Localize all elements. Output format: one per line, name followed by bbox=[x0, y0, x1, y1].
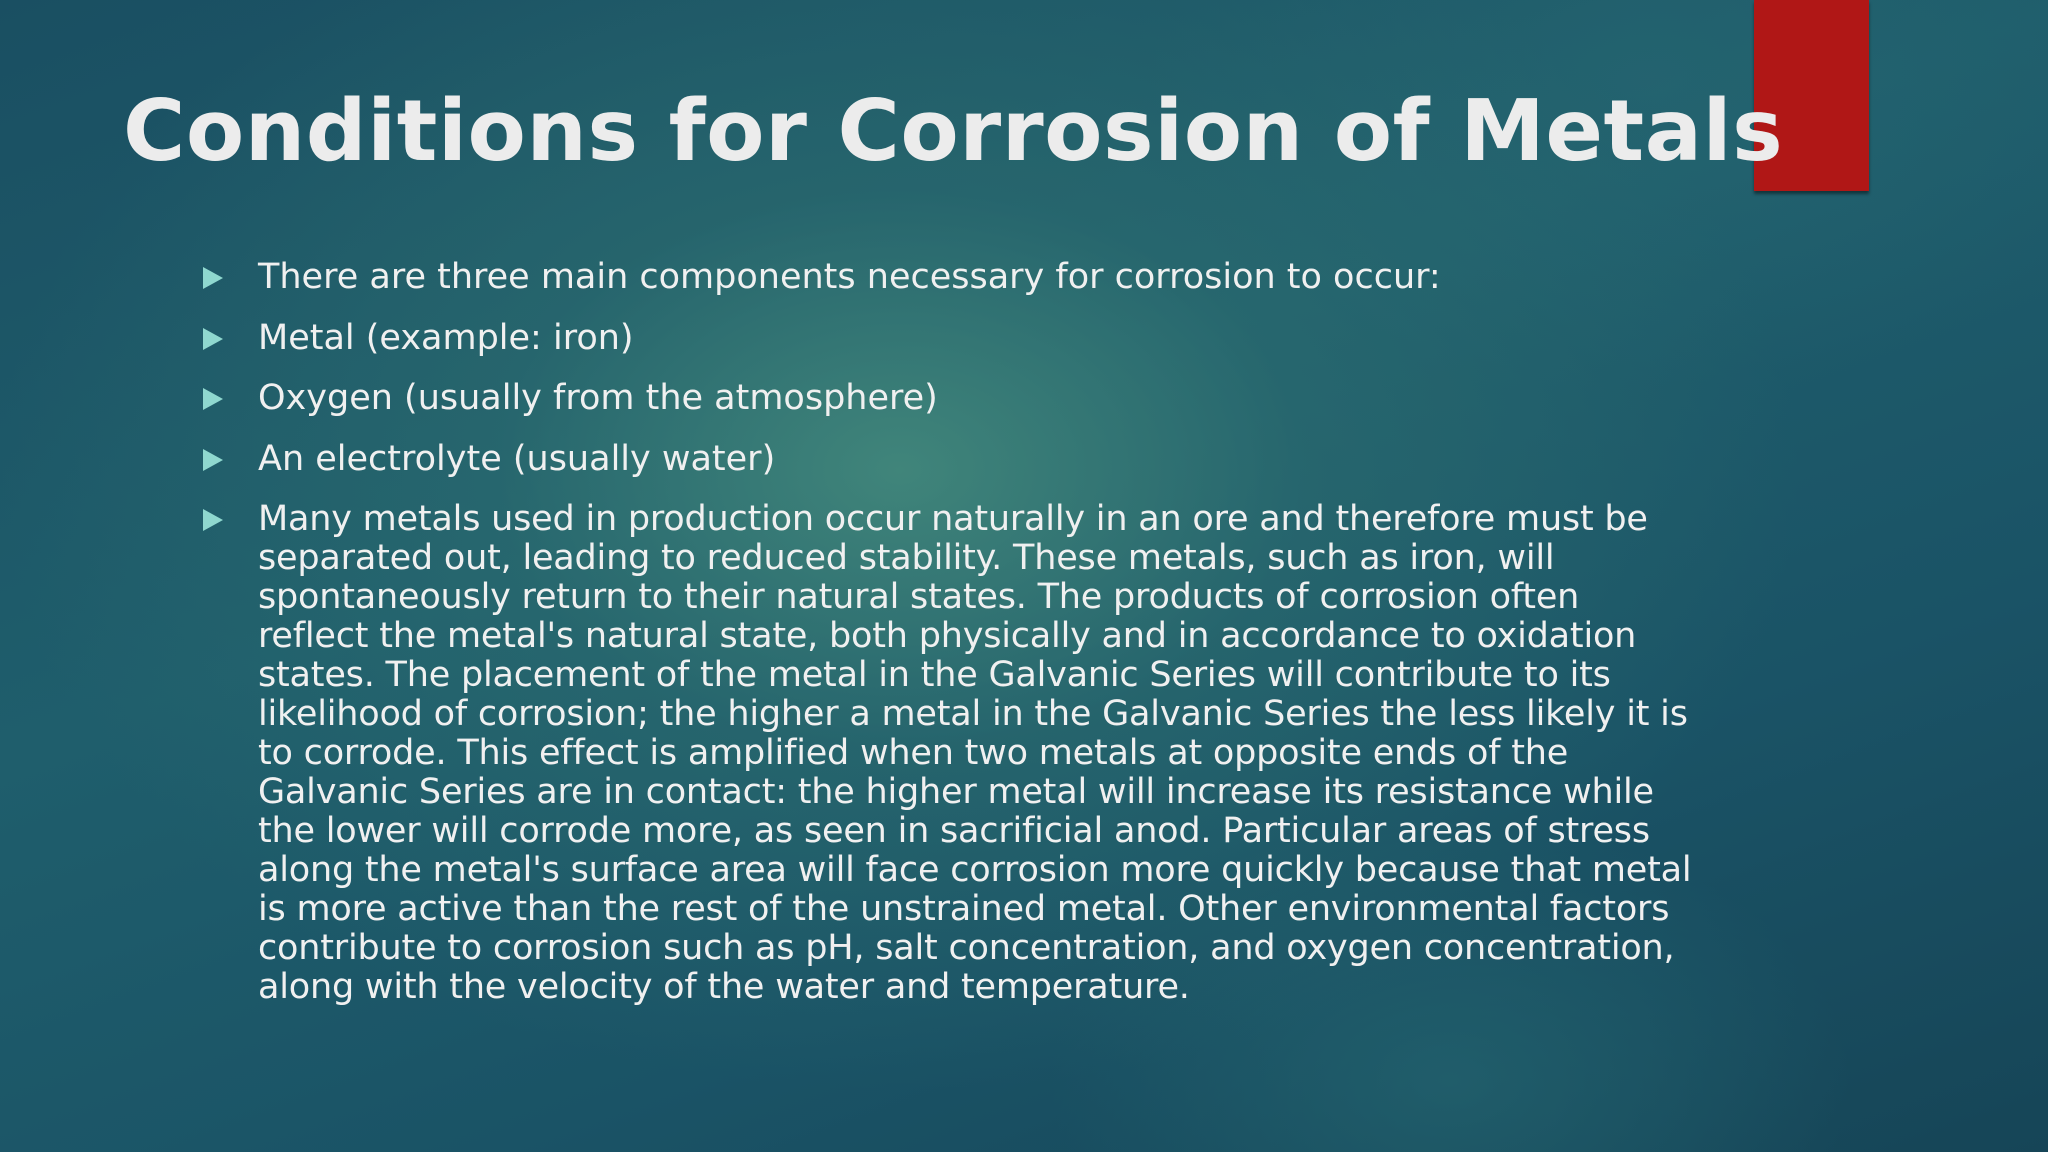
bullet-item bbox=[200, 258, 1700, 297]
triangle-bullet-icon bbox=[203, 267, 223, 289]
bullet-text: An electrolyte (usually water) bbox=[258, 438, 776, 479]
bullet-text: Metal (example: iron) bbox=[258, 317, 634, 358]
triangle-bullet-icon bbox=[203, 328, 223, 350]
triangle-bullet-icon bbox=[203, 449, 223, 471]
bullet-item bbox=[200, 379, 1700, 418]
bullet-item bbox=[200, 500, 1700, 1007]
slide-title: Conditions for Corrosion of Metals bbox=[123, 82, 1784, 181]
bullet-text: There are three main components necessary for corrosion to occur: bbox=[258, 257, 1441, 297]
bullet-text: Oxygen (usually from the atmosphere) bbox=[258, 378, 938, 418]
triangle-bullet-icon bbox=[203, 388, 223, 410]
bullet-list bbox=[200, 258, 1700, 1029]
bullet-item bbox=[200, 319, 1700, 358]
bullet-text: Many metals used in production occur naturally in an ore and therefore must be separated out, leading to reduced stability. These metals, such as iron, will spontaneously return to their natural states. The products of corrosion often reflect the metal's natural state, both physically and in accordance to oxidation states. The placement of the metal in the Galvanic Series will contribute to its likelihood of corrosion; the higher a metal in the Galvanic Series the less likely it is to corrode. This effect is amplified when two metals at opposite ends of the Galvanic Series are in contact: the higher metal will increase its resistance while the lower will corrode more, as seen in sacrificial anod. Particular areas of stress along the metal's surface area will face corrosion more quickly because that metal is more active than the rest of the unstrained metal. Other environmental factors contribute to corrosion such as pH, salt concentration, and oxygen concentration, along with the velocity of the water and temperature. bbox=[258, 499, 1692, 1007]
bullet-item bbox=[200, 440, 1700, 479]
triangle-bullet-icon bbox=[203, 509, 223, 531]
